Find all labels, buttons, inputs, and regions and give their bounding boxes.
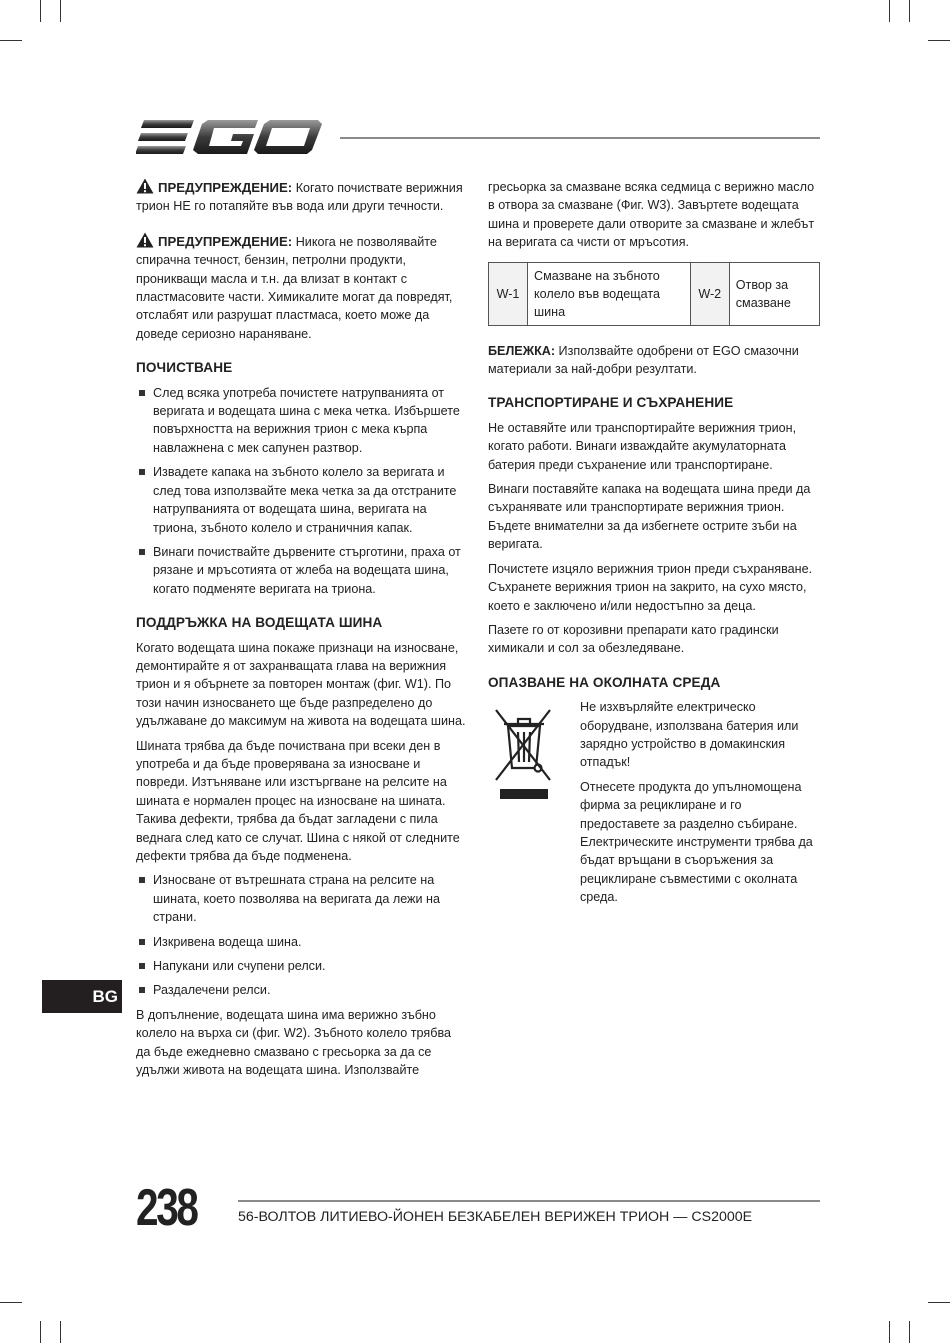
table-row [489,262,820,325]
paragraph: гресьорка за смазване всяка седмица с верижно масло в отвора за смазване (Фиг. W3). Завъртете водещата шина и проверете дали отворите за смазване и жлебът на веригата са чисти от мръсотия. [488,180,815,250]
warning-label: ПРЕДУПРЕЖДЕНИЕ: [158,233,293,249]
environment-text [580,698,822,912]
figure-legend-table [488,262,820,326]
list-item: Раздалечени релси. [136,981,468,999]
crop-mark [928,40,950,41]
crop-mark [40,0,41,22]
list-item: След всяка употреба почистете натрупванията от веригата и водещата шина с мека четка. Избършете повърхността на верижния трион с мека кърпа навлажнена с мек сапунен разтвор. [136,384,468,458]
figure-code: W-1 [489,262,528,325]
paragraph: Шината трябва да бъде почиствана при всеки ден в употреба и да бъде проверявана за износване и повреди. Изтъняване или изстъргване на релсите на шината е нормален процес на износване на шината. Такива дефекти, трябва да бъдат загладени с пила веднага след като се случат. Шина с някой от следните дефекти трябва да бъде подменена. [136,738,460,863]
defects-list [136,871,468,999]
note-text: Използвайте одобрени от EGO смазочни материали за най-добри резултати. [488,343,799,377]
crop-mark [0,1302,22,1303]
warning-label: ПРЕДУПРЕЖДЕНИЕ: [158,180,293,195]
crossed-out-bin-icon [492,698,554,802]
environment-block [488,698,822,912]
paragraph: Пазете го от корозивни препарати като градински химикали и сол за обезледяване. [488,622,779,656]
warning-1 [136,178,468,216]
crop-mark [0,40,22,41]
paragraph: Почистете изцяло верижния трион преди съхраняване. Съхранете верижния трион на закрито, на сухо място, което е заключено и/или недостъпно за деца. [488,561,813,613]
cleaning-heading: ПОЧИСТВАНЕ [136,360,233,376]
cleaning-list [136,384,468,598]
crop-mark [40,1321,41,1343]
crop-mark [60,0,61,22]
crop-mark [909,1321,910,1343]
transport-heading: ТРАНСПОРТИРАНЕ И СЪХРАНЕНИЕ [488,395,734,411]
warning-text: Никога не позволявайте спирачна течност, бензин, петролни продукти, проникващи масла и т.н. да влизат в контакт с пластмасовите части. Химикалите могат да повредят, отслабят или разрушат пластмаса, което може да доведе сериозно нараняване. [136,234,453,341]
warning-triangle-icon [136,178,154,194]
warning-text: Когато почиствате верижния трион НЕ го потапяйте във вода или други течности. [136,181,463,214]
list-item: Износване от вътрешната страна на релсите на шината, което позволява на веригата да лежи на страни. [136,871,468,926]
note [488,342,822,379]
crop-mark [889,1321,890,1343]
warning-triangle-icon [136,232,154,248]
header-rule [340,137,820,139]
list-item: Извадете капака на зъбното колело за веригата и след това използвайте мека четка за да отстраните натрупванията от водещата шина, веригата на триона, зъбното колело и страничния капак. [136,463,468,537]
ego-logo [136,116,322,158]
footer-rule [238,1200,820,1202]
paragraph: В допълнение, водещата шина има верижно зъбно колело на върха си (фиг. W2). Зъбното колело трябва да бъде ежедневно смазвано с гресьорка за да се удължи живота на водещата шина. Използвайте [136,1007,452,1078]
environment-heading: ОПАЗВАНЕ НА ОКОЛНАТА СРЕДА [488,674,721,690]
paragraph: Не оставяйте или транспортирайте верижния трион, когато работи. Винаги изваждайте акумулаторната батерия преди съхранение или транспортиране. [488,420,797,472]
crop-mark [889,0,890,22]
list-item: Винаги почиствайте дървените стърготини, праха от рязане и мръсотията от жлеба на водещата шина, когато подменяте веригата на триона. [136,543,468,598]
note-label: БЕЛЕЖКА: [488,343,556,358]
maintenance-heading: ПОДДРЪЖКА НА ВОДЕЩАТА ШИНА [136,615,383,631]
paragraph: Когато водещата шина покаже признаци на износване, демонтирайте я от захранващата глава на верижния трион и я обърнете за повторен монтаж (фиг. W1). По този начин износването ще бъде разпределено до удължаване до максимум на живота на водещата шина. [136,640,466,729]
right-column [488,178,822,913]
paragraph: Винаги поставяйте капака на водещата шина преди да съхранявате или транспортирате верижния трион. Бъдете внимателни за да избегнете острите зъби на веригата. [488,482,811,552]
list-item: Изкривена водеща шина. [136,933,468,951]
footer-title: 56-ВОЛТОВ ЛИТИЕВО-ЙОНЕН БЕЗКАБЕЛЕН ВЕРИЖЕН ТРИОН — CS2000E [238,1209,753,1225]
paragraph: Отнесете продукта до упълномощена фирма за рециклиране и го предоставете за разделно събиране. Електрическите инструменти трябва да бъдат връщани в съоръжения за рециклиране съвместими с околната среда. [580,779,813,905]
list-item: Напукани или счупени релси. [136,957,468,975]
warning-2 [136,232,468,343]
crop-mark [60,1321,61,1343]
language-tab: BG [42,980,122,1013]
weee-icon-wrap [488,698,568,912]
crop-mark [909,0,910,22]
paragraph: Не изхвърляйте електрическо оборудване, използвана батерия или зарядно устройство в домакинския отпадък! [580,700,799,770]
crop-mark [928,1302,950,1303]
figure-label: Отвор за смазване [729,262,819,325]
page-number: 238 [136,1179,197,1237]
left-column [136,178,468,1085]
figure-label: Смазване на зъбното колело във водещата шина [528,262,691,325]
figure-code: W-2 [690,262,729,325]
